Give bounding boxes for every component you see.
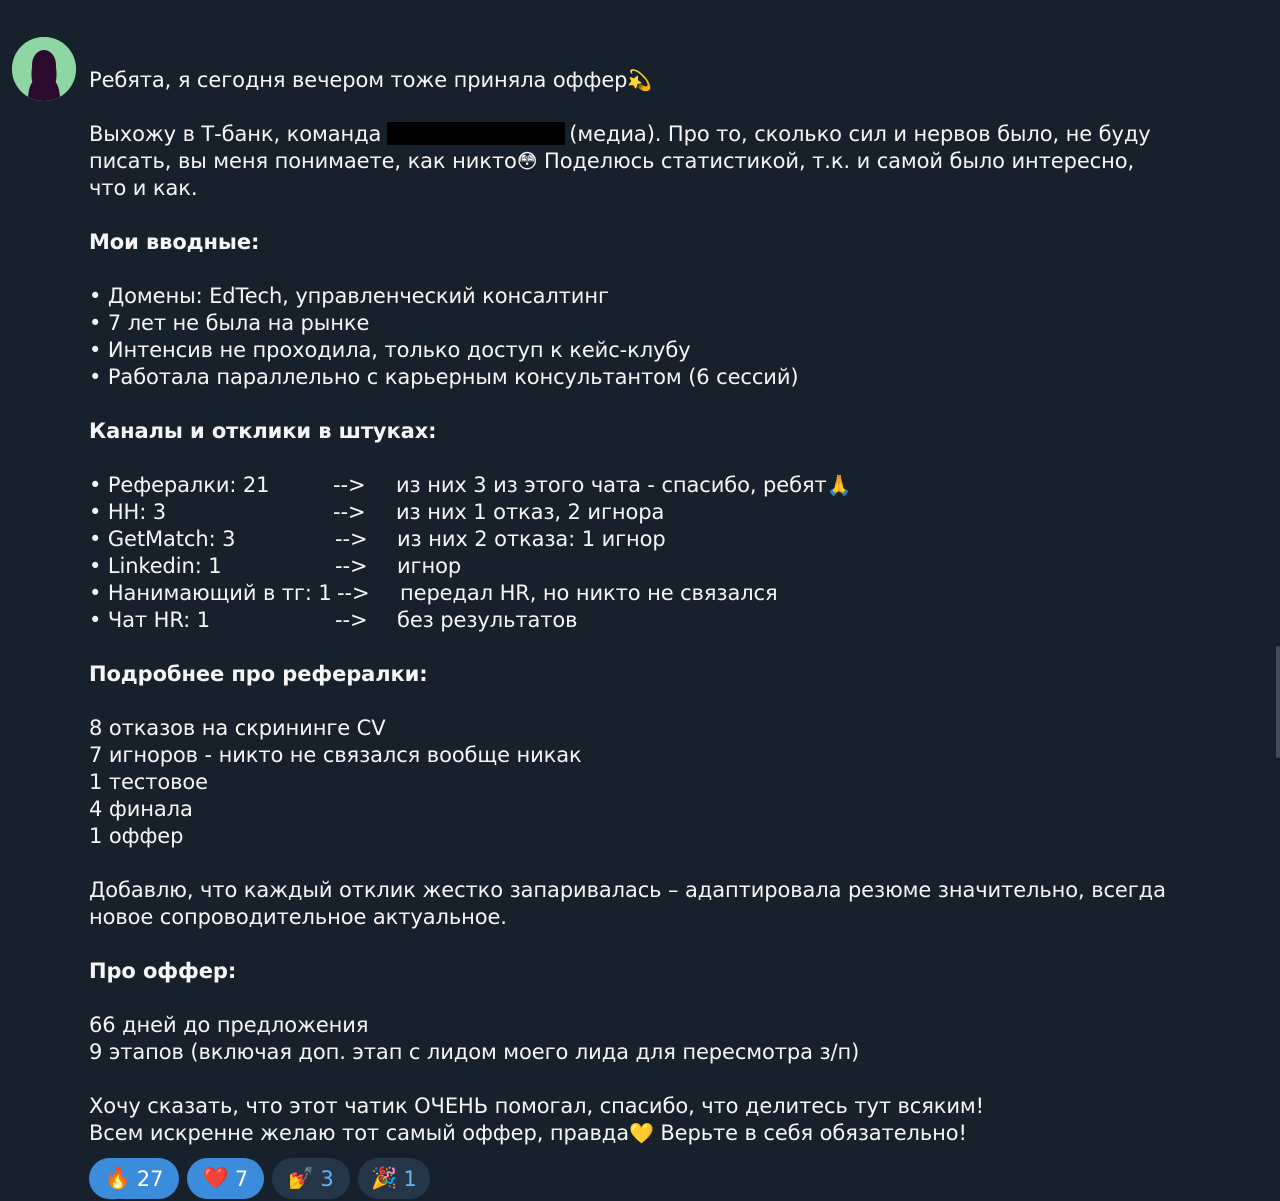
reaction-count: 3 — [320, 1166, 334, 1191]
reaction-heart-button[interactable] — [187, 1158, 264, 1199]
sender-avatar[interactable] — [12, 37, 76, 101]
message-line — [89, 1120, 1169, 1147]
section-heading-channels: Каналы и отклики в штуках: — [89, 419, 437, 443]
message-line — [89, 148, 1169, 175]
message-line — [89, 67, 1169, 94]
fire-icon: 🔥 — [104, 1166, 131, 1190]
channel-row — [89, 499, 1169, 526]
text-span: Выхожу в Т-банк, команда — [89, 122, 382, 146]
text-span: Верьте в себя обязательно! — [653, 1121, 967, 1145]
channel-name: • Рефералки: 21 — [89, 473, 270, 497]
reaction-nail-polish-button[interactable] — [272, 1158, 350, 1199]
list-item: • Интенсив не проходила, только доступ к кейс-клубу — [89, 338, 691, 362]
channel-row — [89, 607, 1169, 634]
list-item: 8 отказов на скрининге CV — [89, 716, 386, 740]
channel-row — [89, 553, 1169, 580]
reaction-party-popper-button[interactable] — [358, 1158, 430, 1199]
list-item: 7 игноров - никто не связался вообще никак — [89, 743, 582, 767]
list-item: 4 финала — [89, 797, 193, 821]
channel-row — [89, 580, 1169, 607]
channel-name: • Linkedin: 1 — [89, 554, 222, 578]
nail-polish-icon: 💅 — [288, 1166, 315, 1190]
list-item: 9 этапов (включая доп. этап с лидом моего лида для пересмотра з/п) — [89, 1040, 860, 1064]
channel-result: из них 3 из этого чата - спасибо, ребят — [396, 473, 827, 497]
channel-arrow: --> — [333, 473, 366, 497]
list-item: • Домены: EdTech, управленческий консалтинг — [89, 284, 609, 308]
channel-row — [89, 472, 1169, 499]
section-heading-inputs: Мои вводные: — [89, 230, 260, 254]
channel-result: передал HR, но никто не связался — [400, 581, 778, 605]
message-line: Добавлю, что каждый отклик жестко запаривалась – адаптировала резюме значительно, всегда — [89, 878, 1166, 902]
message-line: новое сопроводительное актуальное. — [89, 905, 507, 929]
message-text — [89, 67, 1169, 1147]
list-item: • Работала параллельно с карьерным консультантом (6 сессий) — [89, 365, 799, 389]
flushed-emoji-icon: 😳 — [516, 149, 538, 173]
user-silhouette-icon — [12, 37, 76, 101]
list-item: • 7 лет не была на рынке — [89, 311, 370, 335]
message-line: что и как. — [89, 176, 198, 200]
list-item: 66 дней до предложения — [89, 1013, 369, 1037]
text-span: писать, вы меня понимаете, как никто — [89, 149, 517, 173]
channel-arrow: --> — [335, 554, 368, 578]
text-span: (медиа). Про то, сколько сил и нервов было, не буду — [569, 122, 1151, 146]
text-span: Поделюсь статистикой, т.к. и самой было интересно, — [537, 149, 1135, 173]
section-heading-referrals: Подробнее про рефералки: — [89, 662, 428, 686]
text-span: Всем искренне желаю тот самый оффер, правда — [89, 1121, 629, 1145]
channel-result: игнор — [397, 554, 462, 578]
channel-arrow: --> — [337, 581, 370, 605]
channel-arrow: --> — [335, 608, 368, 632]
dizzy-emoji-icon: 💫 — [627, 68, 653, 92]
party-popper-icon: 🎉 — [371, 1166, 398, 1190]
folded-hands-emoji-icon: 🙏 — [826, 473, 852, 497]
reaction-count: 1 — [403, 1166, 417, 1191]
channel-arrow: --> — [335, 527, 368, 551]
channel-arrow: --> — [333, 500, 366, 524]
heart-icon: ❤️ — [202, 1166, 229, 1190]
reaction-count: 7 — [234, 1166, 249, 1191]
channel-name: • Чат HR: 1 — [89, 608, 210, 632]
message-line — [89, 121, 1169, 148]
reaction-fire-button[interactable] — [89, 1158, 179, 1199]
reactions-bar — [89, 1158, 430, 1199]
channel-result: из них 2 отказа: 1 игнор — [397, 527, 666, 551]
message-line: Хочу сказать, что этот чатик ОЧЕНЬ помогал, спасибо, что делитесь тут всяким! — [89, 1094, 984, 1118]
section-heading-offer: Про оффер: — [89, 959, 237, 983]
reaction-count: 27 — [136, 1166, 164, 1191]
yellow-heart-emoji-icon: 💛 — [628, 1121, 654, 1145]
text-span: Ребята, я сегодня вечером тоже приняла оффер — [89, 68, 628, 92]
redacted-block — [387, 122, 565, 145]
list-item: 1 тестовое — [89, 770, 208, 794]
channel-name: • HH: 3 — [89, 500, 167, 524]
scrollbar-thumb[interactable] — [1276, 646, 1280, 758]
list-item: 1 оффер — [89, 824, 184, 848]
channel-row — [89, 526, 1169, 553]
channel-result: из них 1 отказ, 2 игнора — [396, 500, 665, 524]
channel-result: без результатов — [397, 608, 578, 632]
channel-name: • Нанимающий в тг: 1 — [89, 581, 332, 605]
channel-name: • GetMatch: 3 — [89, 527, 236, 551]
